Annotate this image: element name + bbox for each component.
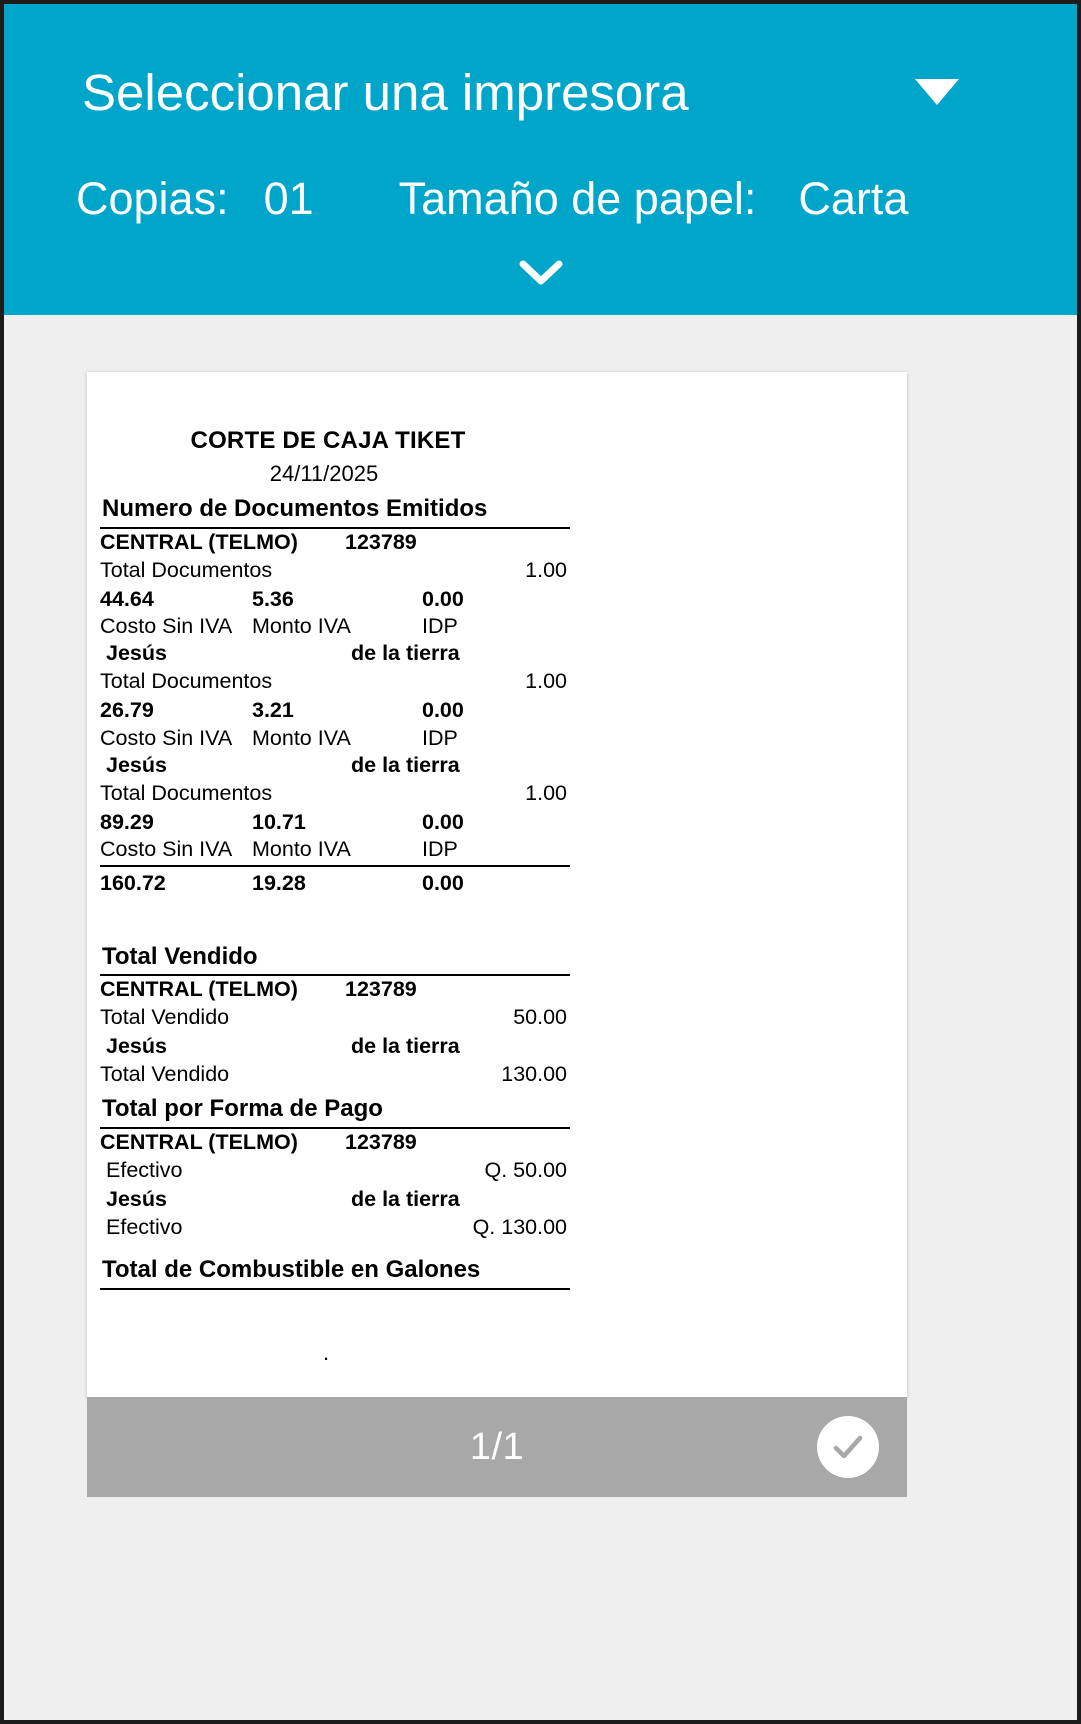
payment-method-row <box>100 1157 570 1186</box>
costo-sin-iva-label: Costo Sin IVA <box>100 837 233 862</box>
grand-total-monto-iva: 19.28 <box>252 871 306 896</box>
total-documentos-row <box>100 668 570 697</box>
section-heading-total-vendido: Total Vendido <box>100 942 570 977</box>
total-vendido-row <box>100 1004 570 1033</box>
total-documentos-value: 1.00 <box>525 780 567 805</box>
monto-iva-label: Monto IVA <box>252 837 351 862</box>
idp-label: IDP <box>422 614 458 639</box>
total-documentos-row <box>100 780 570 809</box>
store-name: Jesús <box>106 1187 167 1212</box>
store-row <box>100 752 570 780</box>
total-documentos-label: Total Documentos <box>100 557 273 582</box>
receipt-trailing-mark: . <box>323 1340 330 1365</box>
chevron-down-icon[interactable] <box>915 79 959 105</box>
idp-value: 0.00 <box>422 586 464 611</box>
total-vendido-row <box>100 1061 570 1090</box>
check-icon <box>826 1425 870 1469</box>
grand-total-row <box>100 865 570 898</box>
printer-selector-label: Seleccionar una impresora <box>82 63 689 121</box>
amounts-labels-row <box>100 725 570 752</box>
idp-value: 0.00 <box>422 809 464 834</box>
costo-sin-iva-value: 26.79 <box>100 698 154 723</box>
store-name: Jesús <box>106 641 167 666</box>
idp-label: IDP <box>422 725 458 750</box>
receipt-content <box>100 426 570 1290</box>
payment-method-row <box>100 1214 570 1243</box>
copies-label: Copias: <box>76 173 229 224</box>
monto-iva-value: 10.71 <box>252 809 306 834</box>
printer-options-bar <box>4 4 1077 315</box>
monto-iva-label: Monto IVA <box>252 614 351 639</box>
monto-iva-value: 3.21 <box>252 698 294 723</box>
payment-method-label: Efectivo <box>106 1215 183 1240</box>
total-documentos-label: Total Documentos <box>100 669 273 694</box>
section-heading-documentos: Numero de Documentos Emitidos <box>100 494 570 529</box>
amounts-labels-row <box>100 613 570 640</box>
store-name: CENTRAL (TELMO) <box>100 1130 298 1155</box>
total-documentos-value: 1.00 <box>525 557 567 582</box>
store-code: de la tierra <box>351 752 460 777</box>
total-documentos-row <box>100 557 570 586</box>
store-code: 123789 <box>345 529 417 554</box>
section-heading-combustible-galones: Total de Combustible en Galones <box>100 1255 570 1290</box>
printer-selector[interactable] <box>4 46 1077 138</box>
amounts-row <box>100 697 570 725</box>
print-settings-row <box>4 162 1077 236</box>
paper-size-label: Tamaño de papel: <box>398 173 757 224</box>
store-code: de la tierra <box>351 1187 460 1212</box>
paper-size-value[interactable]: Carta <box>798 173 909 224</box>
idp-label: IDP <box>422 837 458 862</box>
chevron-down-icon <box>519 259 563 287</box>
monto-iva-value: 5.36 <box>252 586 294 611</box>
total-vendido-value: 50.00 <box>513 1005 567 1030</box>
store-name: Jesús <box>106 752 167 777</box>
receipt-date: 24/11/2025 <box>269 460 379 486</box>
receipt-title: CORTE DE CAJA TIKET <box>190 427 466 454</box>
total-documentos-value: 1.00 <box>525 669 567 694</box>
costo-sin-iva-label: Costo Sin IVA <box>100 614 233 639</box>
total-vendido-value: 130.00 <box>501 1062 567 1087</box>
payment-method-value: Q. 50.00 <box>484 1158 567 1183</box>
store-code: de la tierra <box>351 1034 460 1059</box>
costo-sin-iva-value: 89.29 <box>100 809 154 834</box>
page-navigation-bar <box>87 1397 907 1497</box>
grand-total-idp: 0.00 <box>422 871 464 896</box>
total-vendido-label: Total Vendido <box>100 1005 230 1030</box>
costo-sin-iva-value: 44.64 <box>100 586 154 611</box>
store-name: CENTRAL (TELMO) <box>100 529 298 554</box>
store-row <box>100 1129 570 1157</box>
store-row <box>100 976 570 1004</box>
store-name: CENTRAL (TELMO) <box>100 977 298 1002</box>
payment-method-label: Efectivo <box>106 1158 183 1183</box>
monto-iva-label: Monto IVA <box>252 725 351 750</box>
grand-total-costo-sin-iva: 160.72 <box>100 871 166 896</box>
amounts-row <box>100 809 570 837</box>
section-heading-forma-de-pago: Total por Forma de Pago <box>100 1094 570 1129</box>
amounts-labels-row <box>100 836 570 863</box>
payment-method-value: Q. 130.00 <box>472 1215 567 1240</box>
document-page[interactable] <box>87 372 907 1397</box>
copies-value[interactable]: 01 <box>263 173 314 224</box>
costo-sin-iva-label: Costo Sin IVA <box>100 725 233 750</box>
amounts-row <box>100 586 570 614</box>
store-code: de la tierra <box>351 641 460 666</box>
store-row <box>100 1186 570 1214</box>
store-code: 123789 <box>345 1130 417 1155</box>
confirm-print-button[interactable] <box>817 1416 879 1478</box>
print-preview-area <box>4 315 1077 1720</box>
total-documentos-label: Total Documentos <box>100 780 273 805</box>
total-vendido-label: Total Vendido <box>100 1062 230 1087</box>
store-name: Jesús <box>106 1034 167 1059</box>
store-row <box>100 529 570 557</box>
idp-value: 0.00 <box>422 698 464 723</box>
store-row <box>100 640 570 668</box>
expand-options-button[interactable] <box>4 250 1077 296</box>
page-indicator: 1/1 <box>469 1425 525 1468</box>
store-code: 123789 <box>345 977 417 1002</box>
store-row <box>100 1033 570 1061</box>
